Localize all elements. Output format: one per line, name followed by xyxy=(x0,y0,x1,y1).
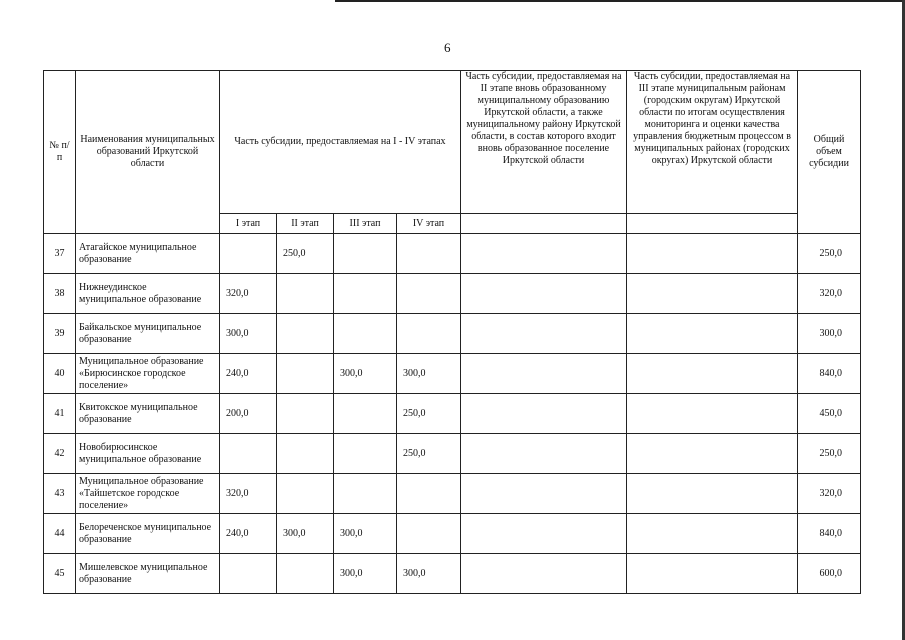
row-stage-3: 300,0 xyxy=(334,354,397,394)
row-num: 38 xyxy=(44,274,76,314)
header-stage-3: III этап xyxy=(334,214,397,234)
row-extra-2 xyxy=(627,234,798,274)
row-num: 42 xyxy=(44,434,76,474)
row-stage-3 xyxy=(334,434,397,474)
row-stage-4: 300,0 xyxy=(397,554,461,594)
row-stage-2 xyxy=(277,434,334,474)
row-extra-2 xyxy=(627,314,798,354)
row-stage-2 xyxy=(277,554,334,594)
row-name: Мишелевское муниципальное образование xyxy=(76,554,220,594)
row-stage-2 xyxy=(277,394,334,434)
row-extra-2 xyxy=(627,514,798,554)
row-total: 600,0 xyxy=(798,554,861,594)
row-stage-1 xyxy=(220,554,277,594)
header-stages-1-4: Часть субсидии, предоставляемая на I - IV этапах xyxy=(220,71,461,214)
page-number: 6 xyxy=(444,40,451,55)
row-stage-2 xyxy=(277,274,334,314)
row-stage-2 xyxy=(277,354,334,394)
row-num: 41 xyxy=(44,394,76,434)
header-stage-2: II этап xyxy=(277,214,334,234)
row-num: 39 xyxy=(44,314,76,354)
table-row xyxy=(44,354,861,394)
row-stage-3 xyxy=(334,394,397,434)
row-stage-3: 300,0 xyxy=(334,514,397,554)
row-stage-4 xyxy=(397,274,461,314)
header-empty-2 xyxy=(627,214,798,234)
row-stage-4 xyxy=(397,474,461,514)
row-stage-3 xyxy=(334,474,397,514)
row-stage-1: 300,0 xyxy=(220,314,277,354)
table-row xyxy=(44,394,861,434)
row-extra-2 xyxy=(627,394,798,434)
row-stage-1: 320,0 xyxy=(220,274,277,314)
row-stage-1 xyxy=(220,434,277,474)
row-extra-2 xyxy=(627,474,798,514)
row-num: 40 xyxy=(44,354,76,394)
row-stage-2 xyxy=(277,314,334,354)
row-num: 43 xyxy=(44,474,76,514)
header-num: № п/п xyxy=(44,71,76,234)
row-stage-3 xyxy=(334,314,397,354)
table-row xyxy=(44,274,861,314)
row-extra-1 xyxy=(461,434,627,474)
row-total: 300,0 xyxy=(798,314,861,354)
row-name: Квитокское муниципальное образование xyxy=(76,394,220,434)
row-stage-3: 300,0 xyxy=(334,554,397,594)
scan-edge-top xyxy=(335,0,905,2)
subsidy-table xyxy=(43,70,861,594)
row-total: 450,0 xyxy=(798,394,861,434)
row-stage-1: 240,0 xyxy=(220,354,277,394)
row-stage-2 xyxy=(277,474,334,514)
row-num: 45 xyxy=(44,554,76,594)
row-total: 320,0 xyxy=(798,274,861,314)
row-extra-1 xyxy=(461,394,627,434)
row-stage-1 xyxy=(220,234,277,274)
row-stage-1: 320,0 xyxy=(220,474,277,514)
row-stage-4 xyxy=(397,514,461,554)
row-stage-4 xyxy=(397,234,461,274)
row-extra-2 xyxy=(627,274,798,314)
table-row xyxy=(44,314,861,354)
header-row-main xyxy=(44,71,861,214)
row-name: Белореченское муниципальное образование xyxy=(76,514,220,554)
row-stage-3 xyxy=(334,234,397,274)
header-total: Общий объем субсидии xyxy=(798,71,861,234)
table-row xyxy=(44,474,861,514)
row-stage-4: 250,0 xyxy=(397,434,461,474)
row-extra-1 xyxy=(461,354,627,394)
header-stage-1: I этап xyxy=(220,214,277,234)
row-name: Муниципальное образование «Бирюсинское городское поселение» xyxy=(76,354,220,394)
row-num: 37 xyxy=(44,234,76,274)
row-total: 840,0 xyxy=(798,514,861,554)
row-extra-1 xyxy=(461,514,627,554)
header-name: Наименования муниципальных образований Иркутской области xyxy=(76,71,220,234)
header-stage-2-new: Часть субсидии, предоставляемая на II этапе вновь образованному муниципальному образованию Иркутской области, а также муниципальному району Иркутской области, в состав которого входит вновь образованное поселение Иркутской области xyxy=(461,71,627,214)
row-extra-2 xyxy=(627,554,798,594)
row-stage-4: 250,0 xyxy=(397,394,461,434)
header-stage-4: IV этап xyxy=(397,214,461,234)
row-extra-2 xyxy=(627,354,798,394)
row-num: 44 xyxy=(44,514,76,554)
row-extra-1 xyxy=(461,314,627,354)
row-name: Новобирюсинское муниципальное образование xyxy=(76,434,220,474)
row-total: 840,0 xyxy=(798,354,861,394)
row-total: 250,0 xyxy=(798,434,861,474)
row-name: Атагайское муниципальное образование xyxy=(76,234,220,274)
table-row xyxy=(44,434,861,474)
row-stage-1: 200,0 xyxy=(220,394,277,434)
header-empty-1 xyxy=(461,214,627,234)
row-total: 320,0 xyxy=(798,474,861,514)
row-stage-1: 240,0 xyxy=(220,514,277,554)
row-stage-2: 250,0 xyxy=(277,234,334,274)
row-stage-3 xyxy=(334,274,397,314)
row-name: Нижнеудинское муниципальное образование xyxy=(76,274,220,314)
row-stage-2: 300,0 xyxy=(277,514,334,554)
row-stage-4: 300,0 xyxy=(397,354,461,394)
row-name: Байкальское муниципальное образование xyxy=(76,314,220,354)
header-stage-3-monitoring: Часть субсидии, предоставляемая на III этапе муниципальным районам (городским округам) Иркутской области по итогам осуществления мониторинга и оценки качества управления бюджетным процессом в муниципальных районах (городских округах) Иркутской области xyxy=(627,71,798,214)
row-name: Муниципальное образование «Тайшетское городское поселение» xyxy=(76,474,220,514)
row-extra-1 xyxy=(461,554,627,594)
row-extra-1 xyxy=(461,474,627,514)
row-total: 250,0 xyxy=(798,234,861,274)
row-extra-2 xyxy=(627,434,798,474)
row-extra-1 xyxy=(461,274,627,314)
row-extra-1 xyxy=(461,234,627,274)
table-row xyxy=(44,234,861,274)
row-stage-4 xyxy=(397,314,461,354)
table-row xyxy=(44,514,861,554)
table-row xyxy=(44,554,861,594)
